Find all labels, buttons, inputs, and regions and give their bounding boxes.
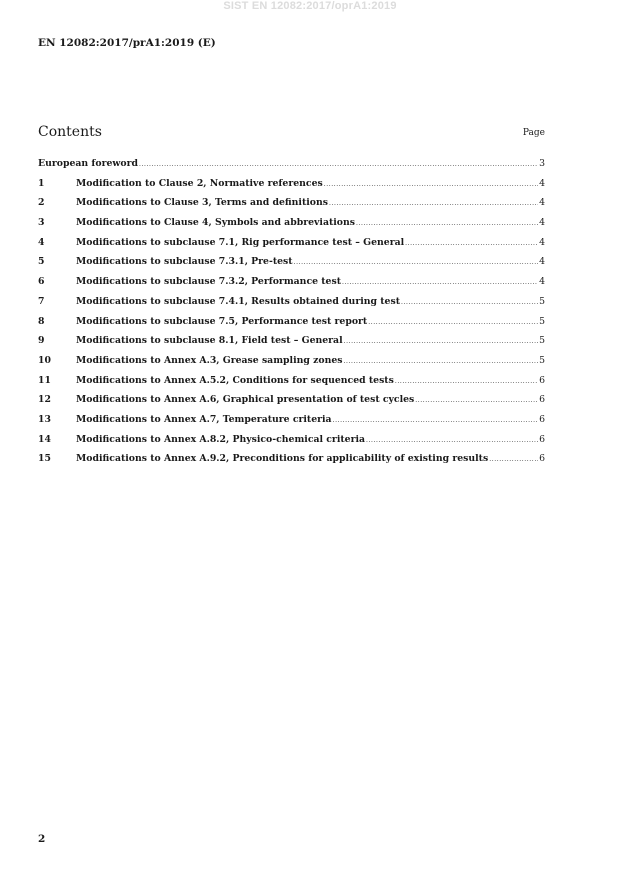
toc-leader-dots [329,200,538,207]
toc-entry-title: Modifications to subclause 7.3.2, Performance test [76,276,341,288]
toc-entry[interactable] [38,256,545,276]
toc-entry-title: Modifications to subclause 8.1, Field test – General [76,335,343,347]
toc-entry-page: 4 [539,217,545,229]
toc-entry[interactable] [38,178,545,198]
toc-entry-title: Modification to Clause 2, Normative references [76,177,323,189]
toc-entry-number: 11 [38,374,51,386]
toc-entry-number: 14 [38,433,51,445]
page-number: 2 [38,833,46,845]
toc-leader-dots [401,299,538,306]
toc-leader-dots [343,358,538,365]
toc-entry-title: Modifications to Annex A.5.2, Conditions for sequenced tests [76,374,394,386]
toc-entry-title: Modifications to Annex A.3, Grease sampling zones [76,354,343,366]
toc-entry[interactable] [38,375,545,395]
toc-entry-page: 4 [539,256,545,268]
toc-entry-title: Modifications to subclause 7.5, Performance test report [76,315,368,327]
toc-entry-page: 5 [539,354,545,366]
toc-leader-dots [356,220,538,227]
toc-leader-dots [333,417,539,424]
toc-entry-number: 2 [38,197,45,209]
toc-entry-number: 10 [38,354,51,366]
toc-entry-page: 4 [539,236,545,248]
toc-entry[interactable] [38,237,545,257]
toc-entry-number: 8 [38,315,45,327]
toc-leader-dots [139,161,538,168]
toc-entry-page: 6 [539,374,545,386]
toc-entry-page: 6 [539,453,545,465]
contents-title: Contents [38,124,102,140]
toc-entry[interactable] [38,434,545,454]
toc-leader-dots [368,319,538,326]
toc-leader-dots [342,279,538,286]
toc-entry-title: Modifications to Annex A.7, Temperature criteria [76,413,332,425]
toc-entry-number: 6 [38,276,45,288]
page-column-label: Page [522,128,545,138]
toc-entry-page: 5 [539,295,545,307]
toc-leader-dots [489,456,538,463]
toc-entry-title: Modifications to Annex A.9.2, Preconditions for applicability of existing results [76,453,489,465]
table-of-contents [38,158,545,473]
toc-entry[interactable] [38,296,545,316]
toc-leader-dots [366,437,538,444]
toc-entry-title: Modifications to Annex A.8.2, Physico-chemical criteria [76,433,366,445]
toc-entry[interactable] [38,217,545,237]
toc-entry-page: 6 [539,413,545,425]
toc-entry-number: 9 [38,335,45,347]
toc-entry-number: 5 [38,256,45,268]
toc-entry-page: 3 [539,158,545,169]
toc-entry[interactable] [38,316,545,336]
toc-entry-number: 12 [38,394,51,406]
toc-entry-number: 13 [38,413,51,425]
toc-entry-page: 5 [539,335,545,347]
toc-entry-page: 5 [539,315,545,327]
toc-leader-dots [324,181,538,188]
toc-entry-number: 3 [38,217,45,229]
toc-entry[interactable] [38,276,545,296]
toc-entry-number: 7 [38,295,45,307]
toc-leader-dots [395,378,538,385]
toc-leader-dots [294,259,539,266]
toc-leader-dots [405,240,538,247]
toc-entry-number: 1 [38,177,45,189]
toc-leader-dots [344,338,538,345]
toc-entry-title: Modifications to subclause 7.3.1, Pre-test [76,256,293,268]
toc-entry[interactable] [38,414,545,434]
document-id-header: EN 12082:2017/prA1:2019 (E) [38,37,216,49]
toc-entry-title: Modifications to Clause 3, Terms and definitions [76,197,328,209]
toc-entry[interactable] [38,394,545,414]
toc-entry-number: 4 [38,236,45,248]
toc-entry-title: Modifications to Clause 4, Symbols and abbreviations [76,217,355,229]
toc-entry-title: European foreword [38,158,138,169]
toc-entry-page: 6 [539,433,545,445]
toc-entry-page: 4 [539,197,545,209]
toc-entry[interactable] [38,158,545,178]
toc-entry-title: Modifications to subclause 7.4.1, Results obtained during test [76,295,400,307]
toc-entry[interactable] [38,453,545,473]
toc-entry[interactable] [38,355,545,375]
toc-entry[interactable] [38,335,545,355]
toc-entry-page: 4 [539,276,545,288]
toc-entry-number: 15 [38,453,51,465]
toc-leader-dots [415,397,538,404]
toc-entry-title: Modifications to subclause 7.1, Rig performance test – General [76,236,405,248]
toc-entry-title: Modifications to Annex A.6, Graphical presentation of test cycles [76,394,415,406]
toc-entry-page: 6 [539,394,545,406]
toc-entry-page: 4 [539,177,545,189]
watermark: SIST EN 12082:2017/oprA1:2019 [223,0,397,12]
toc-entry[interactable] [38,197,545,217]
